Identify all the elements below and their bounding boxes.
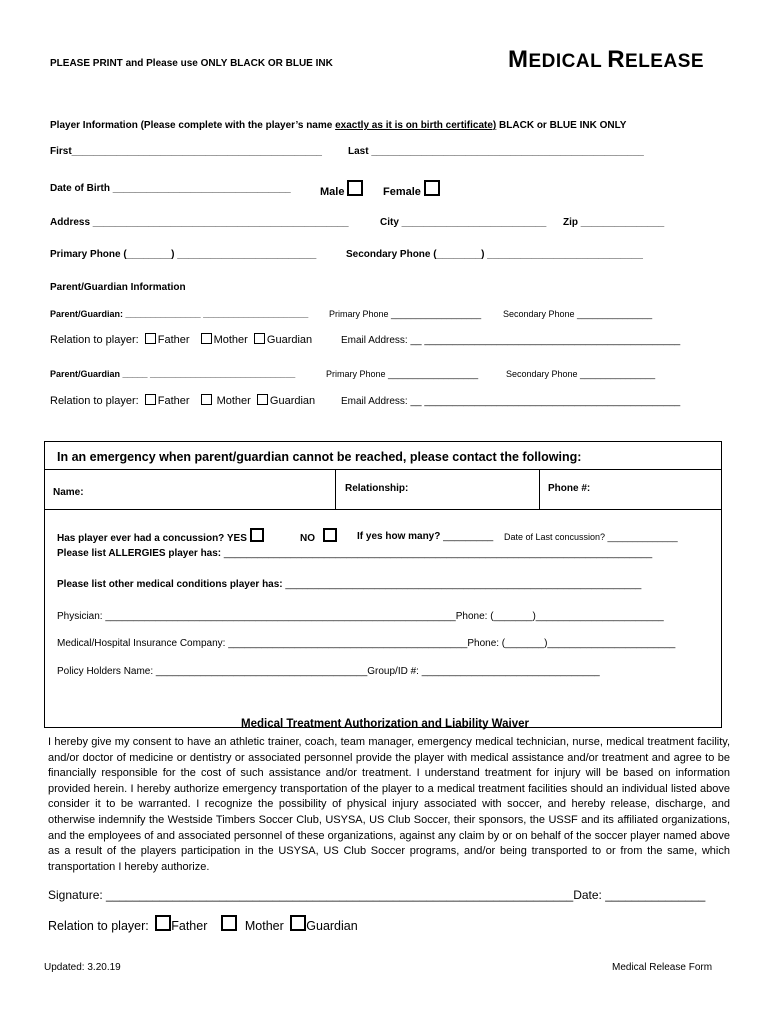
print-instruction: PLEASE PRINT and Please use ONLY BLACK OR BLUE INK bbox=[50, 58, 333, 69]
concussion-yes-checkbox[interactable] bbox=[250, 528, 264, 542]
emergency-relationship-field[interactable]: Relationship: bbox=[345, 483, 409, 494]
form-name: Medical Release Form bbox=[612, 962, 713, 973]
signature-field[interactable]: Signature: ______________________________________________________________________Date: _______________ bbox=[48, 888, 706, 902]
guardian-heading: Parent/Guardian Information bbox=[50, 282, 186, 293]
updated-date: Updated: 3.20.19 bbox=[44, 962, 121, 973]
waiver-body: I hereby give my consent to have an athletic trainer, coach, team manager, emergency medical technician, nurse, medical treatment facility, and/or doctor of medicine or dentistry or associated personnel provide the player with medical assistance and/or treatment and agree to be financially responsible for the cost of such assistance and/or treatment. I understand treatment for injury will be based on information provided herein. I hereby authorize emergency transportation of the player to a medical treatment facilities should an individual listed above consider it to be warranted. I recognize the possibility of physical injury associated with soccer, and hereby release, discharge, and otherwise indemnify the Westside Timbers Soccer Club, USYSA, US Club Soccer, their sponsors, the USSF and its affiliated organizations, and the employees of and associated personnel of these organizations, against any claim by or on behalf of the soccer player named above as a result of the players participation in the USYSA, US Club Soccer programs, and/or being transported to or from the same, which transportation I hereby authorize. bbox=[48, 736, 730, 873]
divider bbox=[539, 469, 540, 509]
city-field[interactable]: City __________________________ bbox=[380, 217, 547, 228]
concussion-count-field[interactable]: If yes how many? _________ bbox=[357, 531, 494, 542]
divider bbox=[335, 469, 336, 509]
emergency-heading: In an emergency when parent/guardian cannot be reached, please contact the following: bbox=[57, 450, 582, 464]
zip-field[interactable]: Zip _______________ bbox=[563, 217, 665, 228]
policy-holder-field[interactable]: Policy Holders Name: ______________________________________Group/ID #: ________________________________ bbox=[57, 666, 600, 677]
concussion-question: Has player ever had a concussion? YES bbox=[57, 528, 266, 544]
waiver-relation-row: Relation to player: Father Mother Guardian bbox=[48, 915, 358, 933]
guardian1-primary-phone[interactable]: Primary Phone __________________ bbox=[329, 309, 482, 319]
guardian2-mother-checkbox[interactable] bbox=[201, 394, 212, 405]
guardian2-guardian-checkbox[interactable] bbox=[257, 394, 268, 405]
player-info-heading: Player Information (Please complete with the player’s name exactly as it is on birth certificate) BLACK or BLUE INK ONLY bbox=[50, 120, 627, 131]
guardian1-father-checkbox[interactable] bbox=[145, 333, 156, 344]
first-name-field[interactable]: First_____________________________________________ bbox=[50, 146, 322, 157]
guardian1-mother-checkbox[interactable] bbox=[201, 333, 212, 344]
page-title: MEDICAL RELEASE bbox=[508, 46, 705, 73]
physician-field[interactable]: Physician: _______________________________________________________________Phone: (_______)_______________________ bbox=[57, 611, 664, 622]
divider bbox=[44, 509, 722, 510]
waiver-guardian-checkbox[interactable] bbox=[290, 915, 306, 931]
guardian1-email-field[interactable]: Email Address: __ ______________________________________________ bbox=[341, 335, 681, 346]
female-option[interactable]: Female bbox=[383, 180, 442, 198]
waiver-mother-checkbox[interactable] bbox=[221, 915, 237, 931]
other-conditions-field[interactable]: Please list other medical conditions player has: ________________________________________________________________ bbox=[57, 579, 642, 590]
male-checkbox[interactable] bbox=[347, 180, 363, 196]
divider bbox=[44, 469, 722, 470]
guardian2-name-field[interactable]: Parent/Guardian _____ _____________________________ bbox=[50, 369, 296, 379]
allergies-field[interactable]: Please list ALLERGIES player has: _____________________________________________________________________________ bbox=[57, 548, 653, 559]
guardian1-secondary-phone[interactable]: Secondary Phone _______________ bbox=[503, 309, 653, 319]
waiver-father-checkbox[interactable] bbox=[155, 915, 171, 931]
emergency-phone-field[interactable]: Phone #: bbox=[548, 483, 591, 494]
secondary-phone-field[interactable]: Secondary Phone (________) ____________________________ bbox=[346, 249, 643, 260]
last-name-field[interactable]: Last _________________________________________________ bbox=[348, 146, 644, 157]
primary-phone-field[interactable]: Primary Phone (________) _________________________ bbox=[50, 249, 317, 260]
guardian1-guardian-checkbox[interactable] bbox=[254, 333, 265, 344]
guardian2-relation-row: Relation to player: Father Mother Guardian bbox=[50, 395, 316, 407]
guardian1-name-field[interactable]: Parent/Guardian: _______________ _____________________ bbox=[50, 309, 309, 319]
guardian2-primary-phone[interactable]: Primary Phone __________________ bbox=[326, 369, 479, 379]
emergency-name-field[interactable]: Name: bbox=[53, 487, 84, 498]
concussion-no: NO bbox=[300, 528, 339, 544]
guardian2-secondary-phone[interactable]: Secondary Phone _______________ bbox=[506, 369, 656, 379]
dob-field[interactable]: Date of Birth ________________________________ bbox=[50, 183, 291, 194]
guardian2-email-field[interactable]: Email Address: __ ______________________________________________ bbox=[341, 396, 681, 407]
male-option[interactable]: Male bbox=[320, 180, 365, 198]
concussion-no-checkbox[interactable] bbox=[323, 528, 337, 542]
guardian1-relation-row: Relation to player: Father Mother Guardian bbox=[50, 334, 313, 346]
last-concussion-field[interactable]: Date of Last concussion? ______________ bbox=[504, 532, 678, 542]
female-checkbox[interactable] bbox=[424, 180, 440, 196]
address-field[interactable]: Address ______________________________________________ bbox=[50, 217, 349, 228]
waiver-heading: Medical Treatment Authorization and Liability Waiver bbox=[241, 718, 529, 730]
insurance-field[interactable]: Medical/Hospital Insurance Company: ___________________________________________Phone: (_______)_______________________ bbox=[57, 638, 676, 649]
guardian2-father-checkbox[interactable] bbox=[145, 394, 156, 405]
